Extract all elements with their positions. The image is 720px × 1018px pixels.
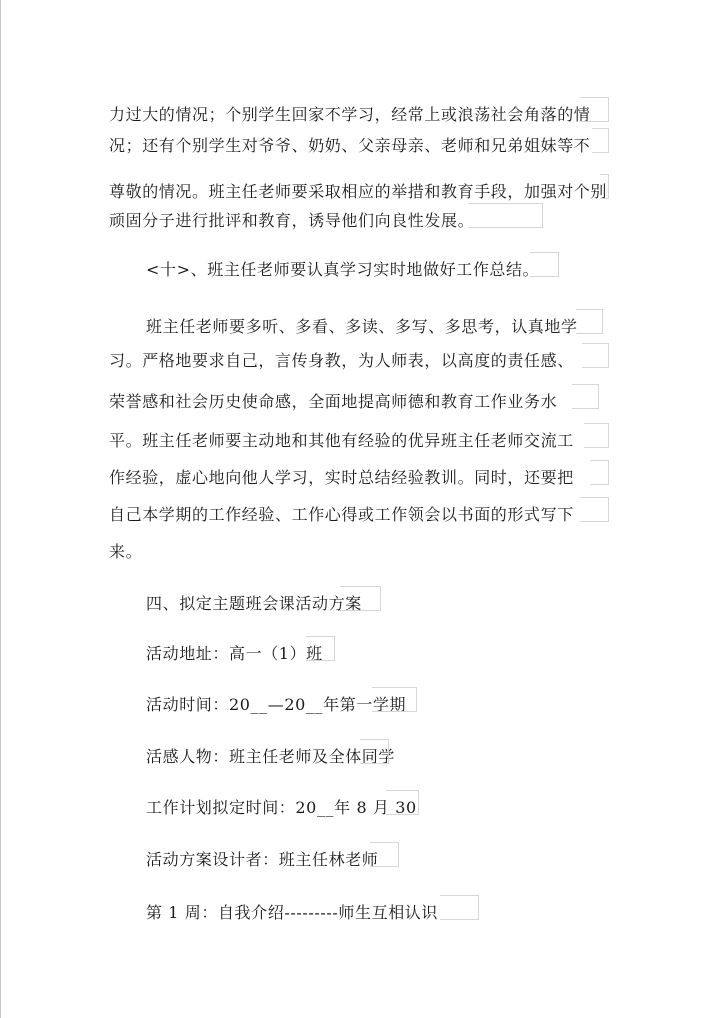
section-heading: 四、拟定主题班会课活动方案 (146, 594, 362, 613)
text-box-outline (440, 895, 479, 920)
text-box-outline (590, 460, 609, 485)
info-location: 活动地址：高一（1）班 (146, 644, 323, 663)
text-line: 顽固分子进行批评和教育，诱导他们向良性发展。 (109, 211, 475, 230)
text-line: 作经验，虚心地向他人学习，实时总结经验教训。同时，还要把 (109, 468, 574, 487)
text-line: 自己本学期的工作经验、工作心得或工作领会以书面的形式写下 (109, 505, 574, 524)
text-line: 班主任老师要多听、多看、多读、多写、多思考，认真地学 (146, 317, 578, 336)
text-line: 尊敬的情况。班主任老师要采取相应的举措和教育手段，加强对个别 (109, 182, 608, 201)
text-line: 况；还有个别学生对爷爷、奶奶、父亲母亲、老师和兄弟姐妹等不 (109, 136, 591, 155)
text-box-outline (592, 128, 609, 153)
page-border (0, 0, 1, 1018)
info-participants: 活感人物：班主任老师及全体同学 (146, 747, 396, 766)
text-box-outline (580, 497, 609, 522)
section-heading: <十>、班主任老师要认真学习实时地做好工作总结。 (146, 260, 540, 279)
text-line: 荣誉感和社会历史使命感，全面地提高师德和教育工作业务水 (109, 392, 558, 411)
text-line: 力过大的情况；个别学生回家不学习，经常上或浪荡社会角落的情 (109, 105, 591, 124)
info-plan-date: 工作计划拟定时间：20__年 8 月 30 (146, 798, 417, 817)
week-1-item: 第 1 周：自我介绍---------师生互相认识 (146, 903, 439, 922)
text-line: 平。班主任老师要主动地和其他有经验的优异班主任老师交流工 (109, 431, 574, 450)
text-box-outline (576, 309, 603, 334)
text-line: 来。 (109, 542, 143, 561)
text-box-outline (468, 203, 543, 228)
text-box-outline (572, 384, 599, 409)
text-box-outline (582, 343, 609, 368)
info-designer: 活动方案设计者：班主任林老师 (146, 850, 379, 869)
text-line: 习。严格地要求自己，言传身教，为人师表，以高度的责任感、 (109, 351, 574, 370)
info-time: 活动时间：20__—20__年第一学期 (146, 695, 407, 714)
text-box-outline (584, 423, 609, 448)
